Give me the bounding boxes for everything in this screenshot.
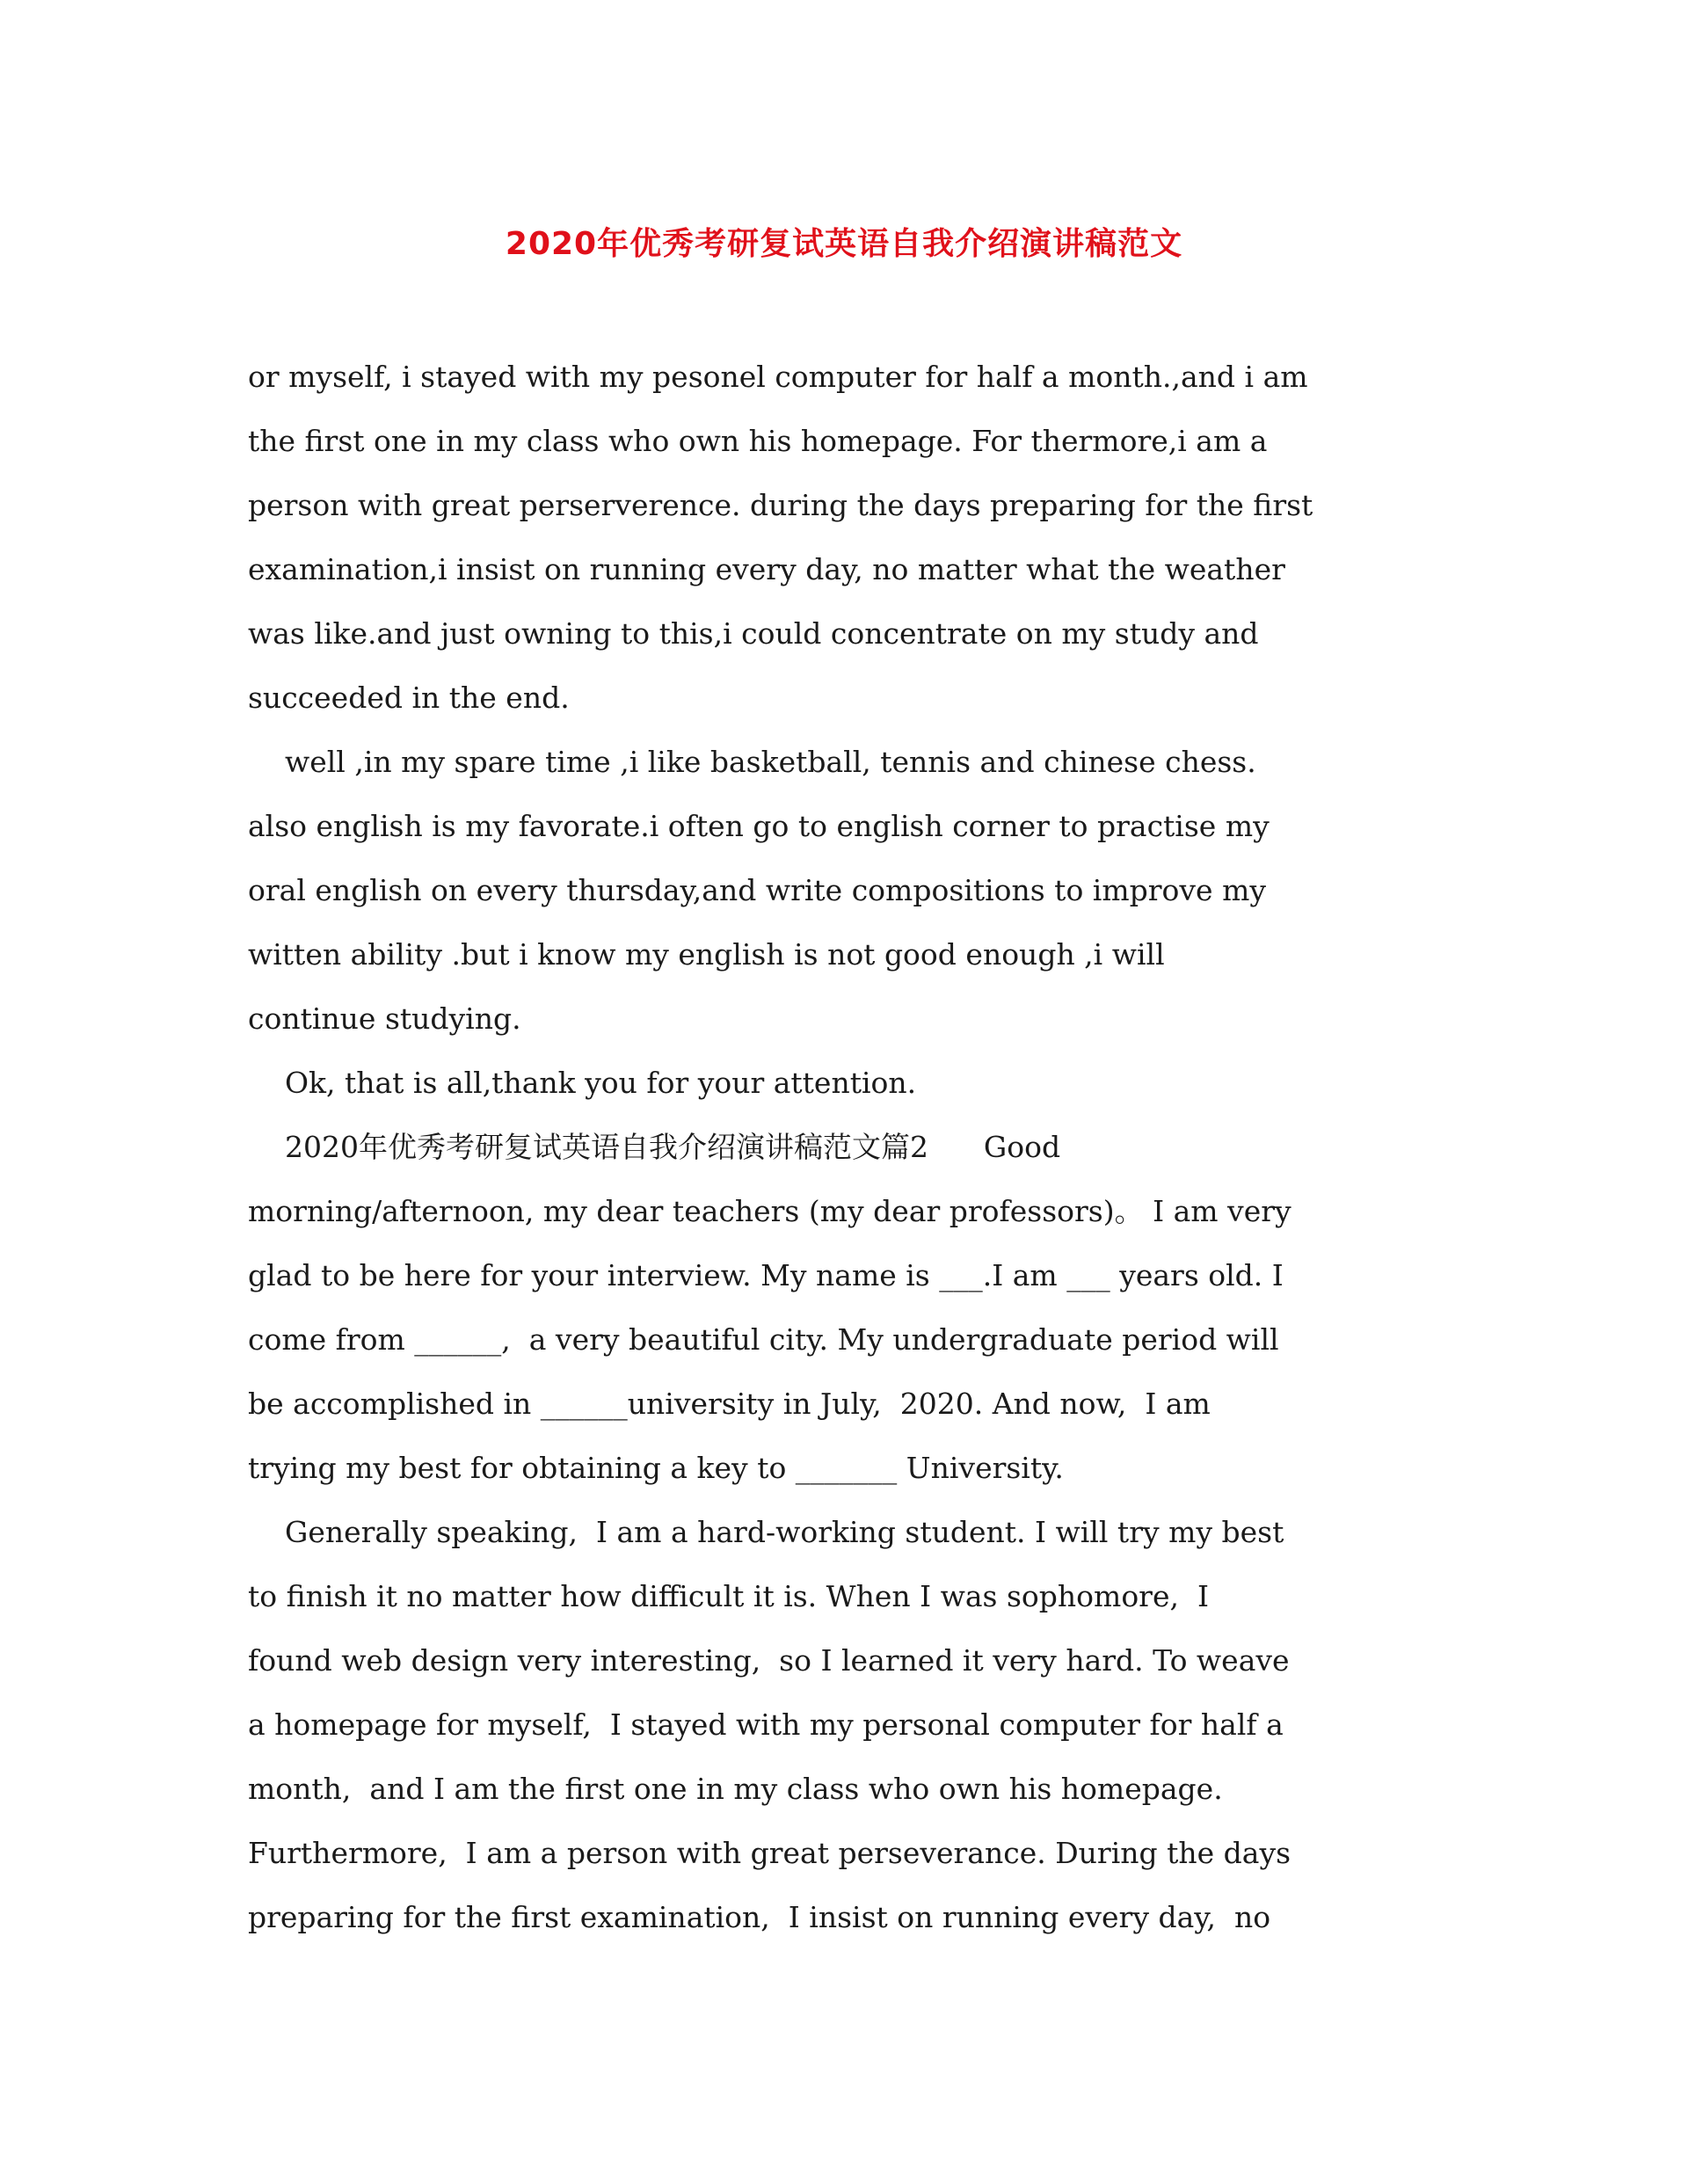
text-line: Generally speaking, I am a hard-working student. I will try my best	[248, 1515, 1284, 1549]
text-line: trying my best for obtaining a key to _______ University.	[248, 1451, 1064, 1485]
text-line: 2020年优秀考研复试英语自我介绍演讲稿范文篇2 Good	[248, 1130, 1061, 1164]
text-line: month, and I am the first one in my class who own his homepage.	[248, 1772, 1223, 1806]
text-line: Ok, that is all,thank you for your attention.	[248, 1066, 917, 1100]
text-line: morning/afternoon, my dear teachers (my dear professors)。 I am very	[248, 1194, 1291, 1228]
document-body	[248, 345, 1479, 1949]
text-line: preparing for the first examination, I insist on running every day, no	[248, 1900, 1271, 1934]
text-line: examination,i insist on running every day, no matter what the weather	[248, 552, 1285, 586]
text-line: well ,in my spare time ,i like basketball, tennis and chinese chess.	[248, 745, 1256, 779]
text-line: Furthermore, I am a person with great perseverance. During the days	[248, 1836, 1291, 1870]
text-line: found web design very interesting, so I learned it very hard. To weave	[248, 1643, 1290, 1678]
document-title: 2020年优秀考研复试英语自我介绍演讲稿范文	[505, 226, 1183, 262]
text-line: continue studying.	[248, 1001, 521, 1036]
text-line: come from ______, a very beautiful city. My undergraduate period will	[248, 1322, 1279, 1357]
text-line: or myself, i stayed with my pesonel computer for half a month.,and i am	[248, 360, 1308, 394]
text-line: be accomplished in ______university in July, 2020. And now, I am	[248, 1387, 1211, 1421]
text-line: glad to be here for your interview. My name is ___.I am ___ years old. I	[248, 1258, 1284, 1292]
text-line: to finish it no matter how difficult it is. When I was sophomore, I	[248, 1579, 1209, 1613]
text-line: the first one in my class who own his homepage. For thermore,i am a	[248, 424, 1268, 458]
text-line: person with great perserverence. during the days preparing for the first	[248, 488, 1313, 522]
text-line: was like.and just owning to this,i could concentrate on my study and	[248, 616, 1259, 651]
text-line: a homepage for myself, I stayed with my personal computer for half a	[248, 1707, 1284, 1742]
text-line: also english is my favorate.i often go to english corner to practise my	[248, 809, 1270, 843]
text-line: witten ability .but i know my english is not good enough ,i will	[248, 937, 1165, 972]
text-line: succeeded in the end.	[248, 681, 570, 715]
text-line: oral english on every thursday,and write compositions to improve my	[248, 873, 1267, 907]
